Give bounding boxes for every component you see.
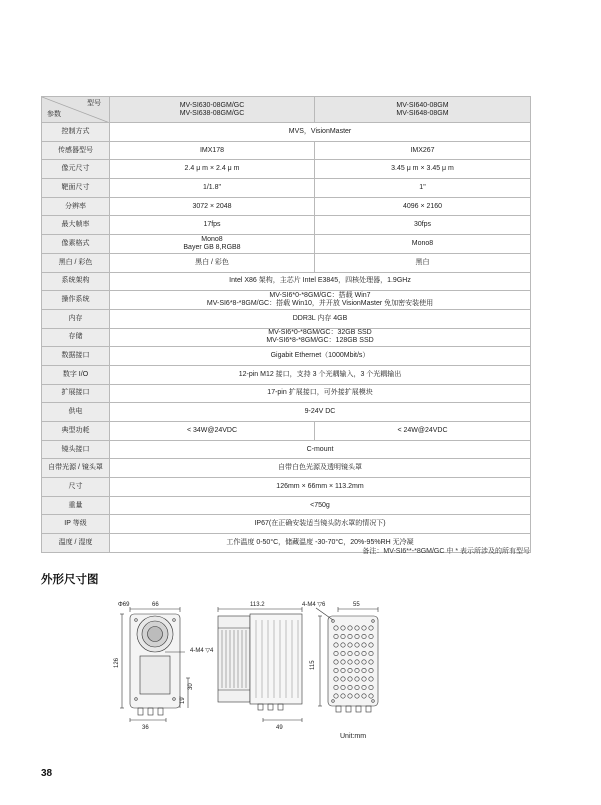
spec-label: 传感器型号 [42,141,110,160]
spec-value-b [315,235,531,254]
header-models-b [315,97,531,123]
spec-label: 数字 I/O [42,365,110,384]
spec-value-line: 17fps [203,221,221,229]
spec-label: 最大帧率 [42,216,110,235]
spec-value-line: 126mm × 66mm × 113.2mm [276,482,364,490]
spec-label: 温度 / 湿度 [42,534,110,553]
spec-label: 像素格式 [42,235,110,254]
spec-label: 数据接口 [42,347,110,366]
spec-row [42,440,531,459]
spec-value-line: 12-pin M12 接口，支持 3 个光耦输入，3 个光耦输出 [238,370,402,378]
spec-value-line: 3.45 μ m × 3.45 μ m [391,165,454,173]
spec-value-b [315,160,531,179]
spec-row [42,216,531,235]
spec-value-line: IMX267 [410,146,435,154]
spec-value-line: 工作温度 0-50°C，储藏温度 -30-70°C，20%-95%RH 无冷凝 [226,538,414,546]
spec-row [42,515,531,534]
spec-value-b [315,179,531,198]
dim-36: 36 [142,725,149,731]
spec-table-body [42,97,531,553]
spec-label: 控制方式 [42,123,110,142]
spec-label: 内存 [42,309,110,328]
table-note: 备注：MV-SI6**-*8GM/GC 中 * 表示所涉及的所有型号 [362,548,530,555]
spec-value [110,459,531,478]
spec-value-line: IP67(在正确安装适当镜头防水罩的情况下) [254,520,386,528]
spec-value [110,440,531,459]
spec-label: 操作系统 [42,291,110,310]
spec-value-b [315,216,531,235]
spec-value-line: 黑白 [415,258,430,266]
model-name: MV-SI648-08GM [396,109,449,117]
spec-label: 扩展接口 [42,384,110,403]
spec-value-b [315,141,531,160]
spec-value-line: Mono8 [411,239,434,247]
spec-value-line: 2.4 μ m × 2.4 μ m [184,165,240,173]
spec-value [110,272,531,291]
spec-value [110,515,531,534]
section-title: 外形尺寸图 [41,574,99,586]
spec-value-line: MVS，VisionMaster [288,127,352,135]
spec-label: 典型功耗 [42,422,110,441]
spec-value [110,309,531,328]
spec-value-line: MV-SI6*8-*8GM/GC：128GB SSD [266,337,374,345]
spec-value-a [110,197,315,216]
dimension-drawing [110,598,410,733]
spec-value-line: 1" [419,183,426,191]
spec-value [110,328,531,347]
spec-value-line: 自带白色光源及透明镜头罩 [278,464,362,472]
spec-row [42,365,531,384]
spec-value [110,403,531,422]
spec-value-line: <750g [310,501,330,509]
spec-row [42,141,531,160]
spec-value-line: 9-24V DC [304,408,336,416]
spec-value [110,347,531,366]
spec-value-line: Mono8 [201,235,223,243]
spec-value-b [315,253,531,272]
dim-55: 55 [353,602,360,608]
spec-value-a [110,179,315,198]
spec-label: 分辨率 [42,197,110,216]
spec-value-line: 1/1.8" [202,183,222,191]
spec-row [42,384,531,403]
spec-row [42,459,531,478]
spec-header-row [42,97,531,123]
side-view [218,607,302,722]
spec-value [110,496,531,515]
spec-row [42,272,531,291]
spec-value-line: Bayer GB 8,RGB8 [183,243,241,251]
spec-label: 系统架构 [42,272,110,291]
spec-value-line: 4096 × 2160 [402,202,443,210]
spec-value-line: C-mount [306,445,334,453]
spec-value-line: < 24W@24VDC [397,426,448,434]
dim-m4-depth6: 4-M4 ▽6 [302,602,326,608]
dim-115: 115 [310,660,316,670]
spec-value-line: DDR3L 内存 4GB [292,314,348,322]
dim-m4-depth4: 4-M4 ▽4 [190,648,214,654]
spec-row [42,422,531,441]
rear-view [316,607,378,712]
spec-row [42,197,531,216]
dim-19: 19 [180,697,186,704]
spec-value-a [110,253,315,272]
spec-value-line: 3072 × 2048 [192,202,232,210]
spec-row [42,309,531,328]
spec-label: 尺寸 [42,478,110,497]
header-models-a [110,97,315,123]
spec-row [42,403,531,422]
spec-value [110,365,531,384]
spec-label: 自带光源 / 镜头罩 [42,459,110,478]
spec-value-line: Intel X86 架构，主芯片 Intel E3845，四核处理器，1.9GHz [229,277,411,285]
header-row-label: 型号 [87,100,101,107]
spec-row [42,123,531,142]
dim-phi69: Φ69 [118,602,130,608]
spec-value-line: 17-pin 扩展接口，可外接扩展模块 [267,389,373,397]
spec-value-line: < 34W@24VDC [186,426,238,434]
spec-value [110,123,531,142]
header-col-label: 参数 [47,111,61,118]
spec-row [42,253,531,272]
spec-label: 镜头接口 [42,440,110,459]
spec-row [42,328,531,347]
spec-label: IP 等级 [42,515,110,534]
spec-table [41,96,531,553]
spec-row [42,478,531,497]
spec-value-b [315,197,531,216]
spec-value-line: MV-SI6*0-*8GM/GC：32GB SSD [268,329,372,337]
dim-30: 30 [188,683,194,690]
model-name: MV-SI638-08GM/GC [179,109,245,117]
spec-value-line: 黑白 / 彩色 [195,258,229,266]
spec-value-line: MV-SI6*0-*8GM/GC：搭载 Win7 [269,292,371,300]
spec-value-a [110,216,315,235]
spec-value-line: 30fps [413,221,432,229]
dim-66: 66 [152,602,159,608]
spec-value [110,291,531,310]
spec-row [42,496,531,515]
spec-row [42,179,531,198]
header-corner-cell [42,97,110,123]
model-name: MV-SI640-08GM [396,101,449,109]
spec-label: 存储 [42,328,110,347]
unit-label: Unit:mm [340,733,367,740]
spec-label: 重量 [42,496,110,515]
spec-value-a [110,141,315,160]
spec-label: 像元尺寸 [42,160,110,179]
spec-row [42,291,531,310]
dim-113-2: 113.2 [250,602,265,608]
spec-row [42,347,531,366]
spec-row [42,235,531,254]
spec-label: 供电 [42,403,110,422]
spec-value-a [110,235,315,254]
spec-label: 黑白 / 彩色 [42,253,110,272]
spec-value-a [110,422,315,441]
dim-49: 49 [276,725,283,731]
spec-value [110,384,531,403]
spec-value-line: MV-SI6*8-*8GM/GC：搭载 Win10，并开放 VisionMaster 免加密安装使用 [206,300,434,308]
dim-126: 126 [114,657,120,668]
spec-value [110,478,531,497]
model-name: MV-SI630-08GM/GC [179,101,245,109]
spec-value-b [315,422,531,441]
spec-label: 靶面尺寸 [42,179,110,198]
page-number: 38 [41,768,53,779]
spec-row [42,160,531,179]
spec-value-a [110,160,315,179]
spec-value-line: IMX178 [199,146,225,154]
spec-value-line: Gigabit Ethernet（1000Mbit/s） [270,352,370,360]
